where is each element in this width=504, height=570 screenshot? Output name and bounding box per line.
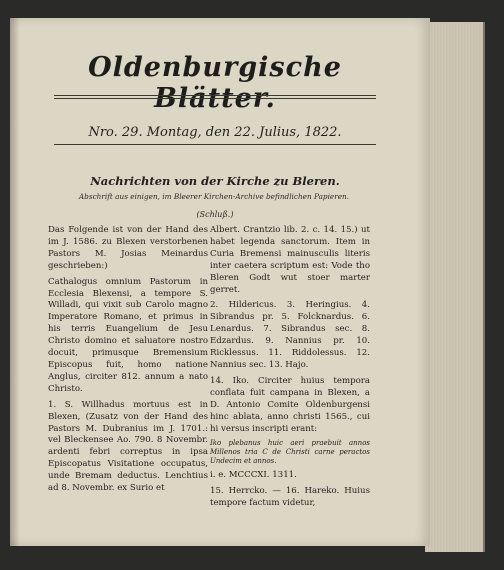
paragraph-text: i. e. MCCCXI. 1311. bbox=[210, 470, 297, 481]
paragraph bbox=[210, 470, 370, 482]
masthead: Oldenburgische bbox=[88, 52, 342, 83]
paragraph-text: Das Folgende ist von der Hand des im J. 1586. zu Blexen verstorbenen Pastors M. Josias Meinardus geschrieben:) bbox=[48, 225, 208, 271]
paragraph bbox=[210, 225, 370, 296]
article-continuation: (Schluß.) bbox=[196, 210, 234, 219]
paragraph-text: 2. Hildericus. 3. Heringius. 4. Sibrandus pr. 5. Folcknardus. 6. Lenardus. 7. Sibrandus sec. 8. Edzardus. 9. Nannius pr. 10. Ricklessus. 11. Riddolessus. 12. Nannius sec. 13. Hajo. bbox=[210, 300, 370, 370]
paragraph bbox=[48, 277, 208, 396]
page-edges bbox=[425, 22, 485, 552]
verse-text: Iko plebanus huic aeri praebuit annos Millenos tria C de Christi carne peractos Undecim et annos. bbox=[210, 439, 370, 466]
newspaper-page bbox=[10, 18, 430, 546]
spine-shadow bbox=[10, 18, 20, 546]
paragraph-text: Albert. Crantzio lib. 2. c. 14. 15.) ut habet legenda sanctorum. Item in Curia Bremensi mainusculis literis inter caetera scriptum est: Vode tho Bleren Godt wut stoer marter gerret. bbox=[210, 225, 370, 295]
paragraph bbox=[48, 225, 208, 273]
paragraph bbox=[210, 486, 370, 510]
paragraph bbox=[210, 300, 370, 371]
paragraph-text: 15. Herrcko. — 16. Hareko. Huius tempore factum videtur, bbox=[210, 486, 370, 509]
left-column bbox=[48, 225, 208, 495]
issue-rule bbox=[54, 144, 376, 145]
paragraph-text: 1. S. Willhadus mortuus est in Blexen, (Zusatz von der Hand des Pastors M. Dubranius im J. 1701.: vel Bleckensee Ao. 790. 8 Novembr. ardenti febri correptus in ipsa Episcopatus Visitatione occupatus, unde Bremam deductus. Lenchtius ad 8. Novembr. ex Surio et bbox=[48, 399, 208, 494]
masthead-rule bbox=[54, 95, 376, 96]
paragraph bbox=[48, 400, 208, 495]
paragraph bbox=[210, 376, 370, 436]
issue-line: Nro. 29. Montag, den 22. Julius, 1822. bbox=[88, 125, 342, 140]
paragraph-text: Cathalogus omnium Pastorum in Ecclesia Blexensi, a tempore S. Willadi, qui vixit sub Carolo magno Imperatore Romano, et primus in his terris Euangelium de Jesu Christo domino et saluatore nostro docuit, primusque Bremensium Episcopus fuit, homo natione Anglus, circiter 812. annum a nato Christo. bbox=[48, 276, 208, 394]
right-column bbox=[210, 225, 370, 510]
article-title: Nachrichten von der Kirche zu Bleren. bbox=[90, 174, 340, 188]
article-subtitle: Abschrift aus einigen, im Bleerer Kirchen-Archive befindlichen Papieren. bbox=[78, 192, 350, 201]
masthead-rule-double bbox=[54, 98, 376, 99]
paragraph-text: 14. Iko. Circiter huius tempora conflata fuit campana in Blexen, a D. Antonio Comite Oldenburgensi hinc ablata, anno christi 1565., cui hi versus inscripti erant: bbox=[210, 375, 370, 434]
verse-inscription bbox=[210, 439, 370, 466]
